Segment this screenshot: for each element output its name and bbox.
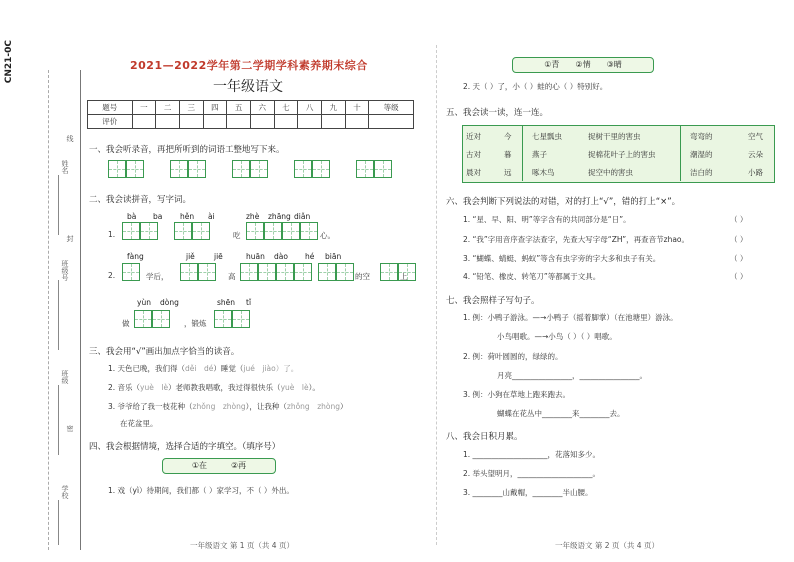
exam-title: 2021—2022学年第二学期学科素养期末综合: [130, 59, 368, 72]
s3-q1: 1. 天色已晚，我们得（děi dé）睡觉（jué jiào）了。: [108, 364, 299, 373]
footer-page-1: 一年级语文 第 1 页（共 4 页）: [190, 541, 294, 550]
score-label: 评价: [88, 115, 133, 129]
section-3-title: 三、我会用“√”画出加点字恰当的读音。: [89, 347, 240, 357]
strip-label-line: 线: [66, 135, 74, 142]
strip-label-secret: 密: [66, 425, 74, 432]
section-2-title: 二、我会读拼音，写字词。: [89, 195, 192, 205]
binding-line: [80, 70, 81, 550]
score-table: 题号 一 二 三 四 五 六 七 八 九 十 等级 评价: [87, 100, 414, 129]
judge-paren[interactable]: （ ）: [730, 215, 748, 224]
r-options: ①青 ②情 ③晴: [512, 57, 654, 73]
exam-subtitle: 一年级语文: [213, 79, 283, 95]
section-5-title: 五、我会读一读，连一连。: [446, 108, 549, 118]
s4-q1: 1. 戏（yì）待期间，我们都（ ）家学习，不（ ）外出。: [108, 486, 294, 495]
s3-q2: 2. 音乐（yuè lè）老师教我唱歌，我过得很快乐（yuè lè）。: [108, 383, 320, 392]
footer-page-2: 一年级语文 第 2 页（共 4 页）: [555, 541, 659, 550]
exam-code: CN21-0C: [4, 40, 14, 84]
section-6-title: 六、我会判断下列说法的对错，对的打上“√”，错的打上“×”。: [446, 197, 681, 207]
section-8-title: 八、我会日积月累。: [446, 432, 523, 442]
judge-paren[interactable]: （ ）: [730, 254, 748, 263]
fold-line: [48, 70, 49, 550]
section-4-title: 四、我会根据情境，选择合适的字填空。（填序号）: [89, 442, 281, 452]
s4-options: ①在 ②再: [162, 458, 276, 474]
s3-q3: 3. 爷爷给了我一枝花种（zhǒng zhòng），让我种（zhǒng zhòng）: [108, 402, 348, 411]
judge-paren[interactable]: （ ）: [730, 235, 748, 244]
r-q2: 2. 天（ ）了，小（ ）蛙的心（ ）特别好。: [463, 82, 608, 91]
section-7-title: 七、我会照样子写句子。: [446, 296, 540, 306]
section-1-title: 一、我会听录音，再把所听到的词语工整地写下来。: [89, 145, 285, 155]
strip-label-class-no: 班级号: [61, 260, 69, 281]
strip-label-name: 姓名: [61, 160, 69, 174]
strip-label-school: 学校: [61, 485, 69, 499]
strip-label-seal: 封: [66, 235, 74, 242]
judge-paren[interactable]: （ ）: [730, 272, 748, 281]
score-header: 题号: [88, 101, 133, 115]
strip-label-class: 班级: [61, 370, 69, 384]
